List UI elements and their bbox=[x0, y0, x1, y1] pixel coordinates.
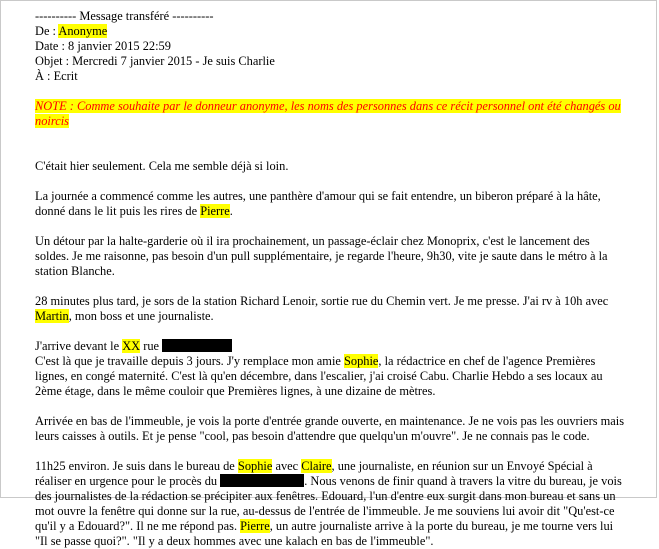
from-line bbox=[35, 24, 625, 39]
paragraph-2-end: . bbox=[229, 204, 233, 218]
paragraph-5-end: , la rédactrice en chef de l'agence Premières lignes, en congé maternité. C'est là qu'en décembre, dans l'escalier, j'ai croisé Cabu. Charlie Hebdo a ses locaux au 2ème étage, dans le même couloir que Premières lignes, à une dizaine de mètres. bbox=[35, 354, 603, 398]
name-sophie: Sophie bbox=[343, 354, 379, 368]
forward-line: ---------- Message transféré ---------- bbox=[35, 9, 214, 23]
editor-note-text: NOTE : Comme souhaite par le donneur anonyme, les noms des personnes dans ce récit personnel ont été changés ou noircis bbox=[35, 99, 621, 128]
paragraph-7-trial: , une journaliste, en réunion sur un Envoyé Spécial à réaliser en urgence pour le procès du bbox=[35, 459, 593, 488]
paragraph-5-text: C'est là que je travaille depuis 3 jours. J'y remplace mon amie bbox=[35, 354, 344, 368]
paragraph-1: C'était hier seulement. Cela me semble déjà si loin. bbox=[35, 159, 289, 173]
paragraph-5-street: rue bbox=[140, 339, 163, 353]
subject-line: Objet : Mercredi 7 janvier 2015 - Je suis Charlie bbox=[35, 54, 275, 68]
from-label: De : bbox=[35, 24, 59, 38]
paragraph-3: Un détour par la halte-garderie où il ira prochainement, un passage-éclair chez Monoprix, c'est le lancement des soldes. Je me raisonne, pas besoin d'un pull supplémentaire, je regarde l'heure, 9h30, vite je saute dans le métro à la station Blanche. bbox=[35, 234, 608, 278]
from-value: Anonyme bbox=[58, 24, 108, 38]
name-claire: Claire bbox=[301, 459, 332, 473]
paragraph-7-end: , un autre journaliste arrive à la porte du bureau, je me tourne vers lui "Il se passe quoi?". "Il y a deux hommes avec une kalach en bas de l'immeuble". bbox=[35, 519, 614, 548]
paragraph-7 bbox=[35, 459, 625, 549]
paragraph-2 bbox=[35, 189, 625, 219]
name-pierre-2: Pierre bbox=[240, 519, 270, 533]
redaction-bar bbox=[162, 339, 232, 352]
email-header bbox=[35, 9, 625, 84]
paragraph-5-start: J'arrive devant le bbox=[35, 339, 123, 353]
paragraph-6: Arrivée en bas de l'immeuble, je vois la porte d'entrée grande ouverte, en maintenance. Je ne vois pas les ouvriers mais leurs caisses à outils. Et je pense "cool, pas besoin d'attendre que quelqu'un m'ouvre". Je ne connais pas le code. bbox=[35, 414, 625, 443]
paragraph-7-middle: . Nous venons de finir quand à travers la vitre du bureau, je vois des journalistes de la rédaction se précipiter aux fenêtres. Edouard, l'un d'entre eux surgit dans mon bureau et sans un mot ouvre la fenêtre qui donne sur la rue, au-dessus de l'entrée de l'immeuble. Je me souviens lui avoir dit "Qu'est-ce qu'il y a Edouard?". Il ne me répond pas. bbox=[35, 474, 622, 533]
name-martin: Martin bbox=[35, 309, 69, 323]
redaction-bar-2 bbox=[220, 474, 304, 487]
email-document bbox=[35, 9, 625, 549]
paragraph-7-text: 11h25 environ. Je suis dans le bureau de bbox=[35, 459, 238, 473]
editor-note bbox=[35, 99, 625, 129]
redacted-number: XX bbox=[122, 339, 141, 353]
paragraph-5 bbox=[35, 339, 625, 399]
to-line: À : Ecrit bbox=[35, 69, 78, 83]
name-pierre: Pierre bbox=[200, 204, 230, 218]
paragraph-4-text: 28 minutes plus tard, je sors de la station Richard Lenoir, sortie rue du Chemin vert. Je me presse. J'ai rv à 10h avec bbox=[35, 294, 609, 308]
paragraph-7-with: avec bbox=[272, 459, 302, 473]
name-sophie-2: Sophie bbox=[237, 459, 273, 473]
date-line: Date : 8 janvier 2015 22:59 bbox=[35, 39, 171, 53]
paragraph-4 bbox=[35, 294, 625, 324]
paragraph-4-end: , mon boss et une journaliste. bbox=[68, 309, 214, 323]
paragraph-2-text: La journée a commencé comme les autres, une panthère d'amour qui se fait entendre, un biberon préparé à la hâte, donné dans le lit puis les rires de bbox=[35, 189, 601, 218]
